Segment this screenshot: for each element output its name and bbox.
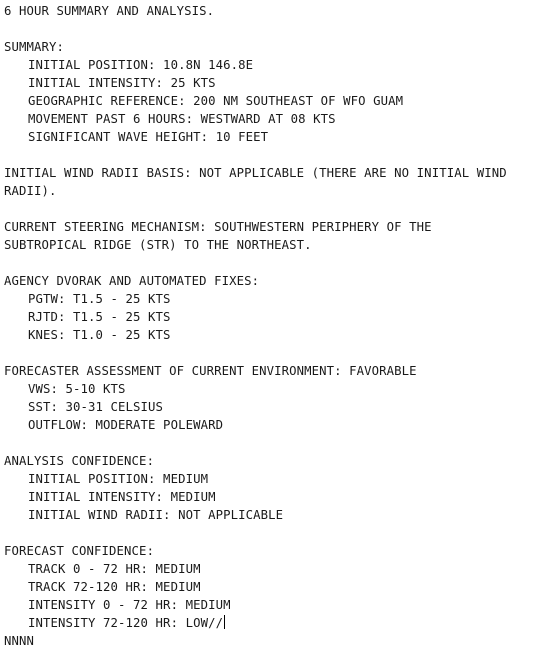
analysis-confidence-position: INITIAL POSITION: MEDIUM <box>28 472 209 486</box>
dvorak-fix-pgtw: PGTW: T1.5 - 25 KTS <box>28 292 171 306</box>
end-marker: NNNN <box>4 634 35 648</box>
report-title: 6 HOUR SUMMARY AND ANALYSIS. <box>4 4 215 18</box>
summary-heading: SUMMARY: <box>4 40 65 54</box>
blank-line <box>4 20 544 38</box>
blank-line <box>4 200 544 218</box>
forecast-confidence-intensity-72-120-row <box>4 614 544 632</box>
forecast-confidence-intensity-72-120: INTENSITY 72-120 HR: LOW// <box>28 616 224 630</box>
blank-line <box>4 146 544 164</box>
forecast-confidence-track-0-72: TRACK 0 - 72 HR: MEDIUM <box>28 562 201 576</box>
analysis-confidence-wind-radii: INITIAL WIND RADII: NOT APPLICABLE <box>28 508 284 522</box>
summary-movement: MOVEMENT PAST 6 HOURS: WESTWARD AT 08 KTS <box>28 112 336 126</box>
dvorak-heading: AGENCY DVORAK AND AUTOMATED FIXES: <box>4 274 260 288</box>
text-cursor <box>224 615 225 629</box>
steering-line-1: CURRENT STEERING MECHANISM: SOUTHWESTERN PERIPHERY OF THE <box>4 220 432 234</box>
forecast-confidence-track-72-120: TRACK 72-120 HR: MEDIUM <box>28 580 201 594</box>
environment-sst: SST: 30-31 CELSIUS <box>28 400 164 414</box>
blank-line <box>4 434 544 452</box>
forecast-confidence-intensity-0-72: INTENSITY 0 - 72 HR: MEDIUM <box>28 598 231 612</box>
blank-line <box>4 344 544 362</box>
steering-line-2: SUBTROPICAL RIDGE (STR) TO THE NORTHEAST. <box>4 238 312 252</box>
dvorak-fix-knes: KNES: T1.0 - 25 KTS <box>28 328 171 342</box>
summary-initial-position: INITIAL POSITION: 10.8N 146.8E <box>28 58 254 72</box>
wind-radii-line-2: RADII). <box>4 184 57 198</box>
dvorak-fix-rjtd: RJTD: T1.5 - 25 KTS <box>28 310 171 324</box>
environment-heading: FORECASTER ASSESSMENT OF CURRENT ENVIRONMENT: FAVORABLE <box>4 364 417 378</box>
blank-line <box>4 524 544 542</box>
blank-line <box>4 254 544 272</box>
analysis-confidence-intensity: INITIAL INTENSITY: MEDIUM <box>28 490 216 504</box>
report-document[interactable] <box>4 2 544 650</box>
forecast-confidence-heading: FORECAST CONFIDENCE: <box>4 544 155 558</box>
environment-outflow: OUTFLOW: MODERATE POLEWARD <box>28 418 224 432</box>
environment-vws: VWS: 5-10 KTS <box>28 382 126 396</box>
wind-radii-line-1: INITIAL WIND RADII BASIS: NOT APPLICABLE (THERE ARE NO INITIAL WIND <box>4 166 507 180</box>
summary-wave-height: SIGNIFICANT WAVE HEIGHT: 10 FEET <box>28 130 269 144</box>
summary-initial-intensity: INITIAL INTENSITY: 25 KTS <box>28 76 216 90</box>
analysis-confidence-heading: ANALYSIS CONFIDENCE: <box>4 454 155 468</box>
summary-geographic-reference: GEOGRAPHIC REFERENCE: 200 NM SOUTHEAST OF WFO GUAM <box>28 94 404 108</box>
